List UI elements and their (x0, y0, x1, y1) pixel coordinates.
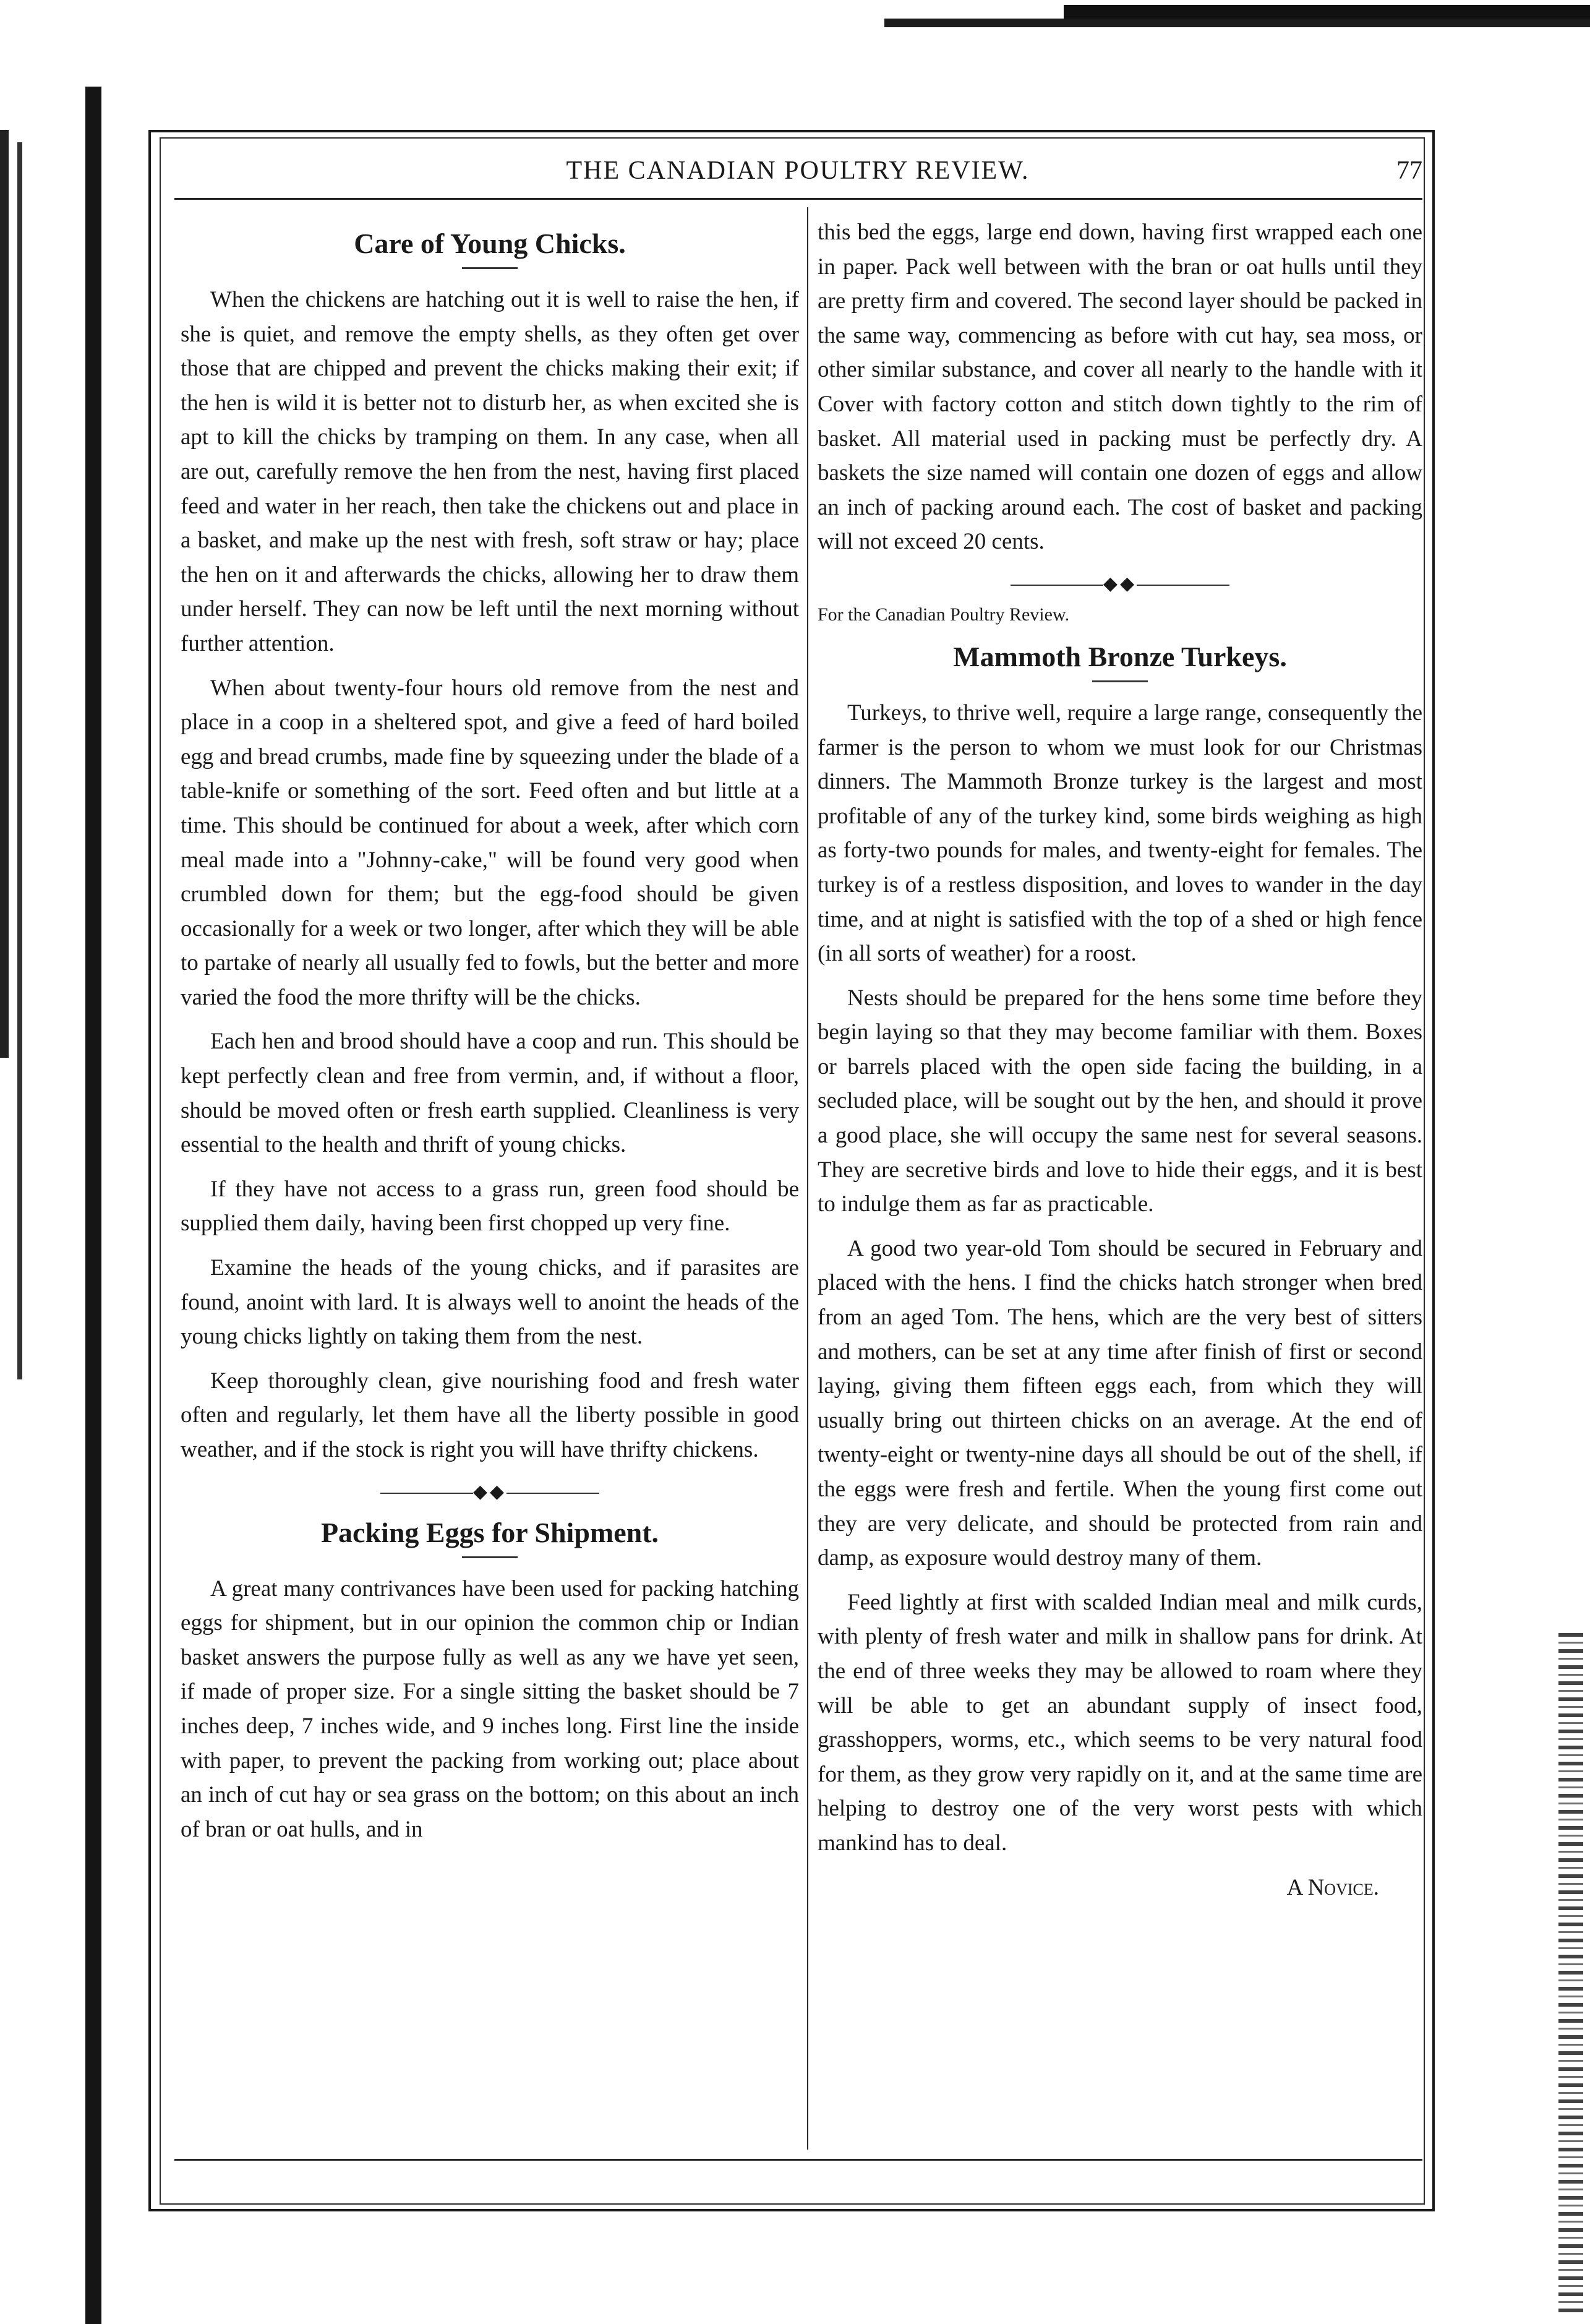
scan-binding-shadow (85, 87, 101, 2324)
title-underline (462, 1556, 518, 1558)
article-paragraph: A good two year-old Tom should be secured in February and placed with the hens. I find the chicks hatch stronger when bred from an aged Tom. The hens, which are the very best of sitters and mothers, can be set at any time after finish of first or second laying, giving them fifteen eggs each, from which they will usually bring out thirteen chicks on an average. At the end of twenty-eight or twenty-nine days all should be out of the shell, if the eggs were fresh and fertile. When the young first come out they are very delicate, and should be protected from rain and damp, as exposure would destroy many of them. (818, 1235, 1422, 1571)
article-paragraph: Each hen and brood should have a coop and run. This should be kept perfectly clean and free from vermin, and, if without a floor, should be moved often or fresh earth supplied. Cleanliness is very essential to the health and thrift of young chicks. (181, 1029, 799, 1158)
article-title-care-of-young-chicks: Care of Young Chicks. (354, 228, 626, 259)
article-credit: For the Canadian Poultry Review. (818, 604, 1070, 625)
section-ornament: ◆◆ (181, 1480, 799, 1504)
scan-edge-noise (1558, 1633, 1583, 2313)
article-signature: A Novice. (1286, 1874, 1379, 1900)
article-paragraph-continued: this bed the eggs, large end down, having first wrapped each one in paper. Pack well between with the bran or oat hulls until they are pretty firm and covered. The second layer should be packed in the same way, commencing as before with cut hay, sea moss, or other similar substance, and cover all nearly to the handle with it Cover with factory cotton and stitch down tightly to the rim of basket. All material used in packing must be perfectly dry. A baskets the size named will contain one dozen of eggs and allow an inch of packing around each. The cost of basket and packing will not exceed 20 cents. (818, 220, 1422, 555)
running-header-title: THE CANADIAN POULTRY REVIEW. (566, 157, 1030, 185)
scan-edge-mark (1064, 5, 1590, 19)
article-title-packing-eggs: Packing Eggs for Shipment. (320, 1516, 659, 1548)
article-title-mammoth-bronze-turkeys: Mammoth Bronze Turkeys. (953, 640, 1287, 672)
article-paragraph: Nests should be prepared for the hens some time before they begin laying so that they may become familiar with them. Boxes or barrels placed with the open side facing the building, in a secluded place, will be sought out by the hen, and should it prove a good place, she will occupy the same nest for several seasons. They are secretive birds and love to hide their eggs, and it is best to indulge them as far as practicable. (818, 985, 1422, 1217)
article-paragraph: A great many contrivances have been used for packing hatching eggs for shipment, but in our opinion the common chip or Indian basket answers the purpose fully as well as any we have yet seen, if made of proper size. For a single sitting the basket should be 7 inches deep, 7 inches wide, and 9 inches long. First line the inside with paper, to prevent the packing from working out; place about an inch of cut hay or sea grass on the bottom; on this about an inch of bran or oat hulls, and in (181, 1576, 799, 1842)
scan-edge-mark (884, 19, 1590, 27)
footer-rule (174, 2159, 1422, 2161)
scan-binding-shadow (17, 142, 22, 1379)
article-paragraph: If they have not access to a grass run, green food should be supplied them daily, having been first chopped up very fine. (181, 1176, 799, 1237)
page-number: 77 (1396, 157, 1422, 185)
left-column (181, 215, 799, 1856)
column-divider (807, 207, 808, 2150)
scan-binding-shadow (0, 130, 9, 1058)
article-paragraph: Keep thoroughly clean, give nourishing food and fresh water often and regularly, let them have all the liberty possible in good weather, and if the stock is right you will have thrifty chickens. (181, 1368, 799, 1462)
header-rule (174, 198, 1422, 200)
section-ornament: ◆◆ (818, 572, 1422, 596)
article-paragraph: Feed lightly at first with scalded Indian meal and milk curds, with plenty of fresh water and milk in shallow pans for drink. At the end of three weeks they may be allowed to roam where they will be able to get an abundant supply of insect food, grasshoppers, worms, etc., which seems to be very natural food for them, as they grow very rapidly on it, and at the same time are helping to destroy one of the very worst pests with which mankind has to deal. (818, 1589, 1422, 1856)
article-paragraph: When about twenty-four hours old remove from the nest and place in a coop in a sheltered spot, and give a feed of hard boiled egg and bread crumbs, made fine by squeezing under the blade of a table-knife or something of the sort. Feed often and but little at a time. This should be continued for about a week, after which corn meal made into a "Johnny-cake," will be found very good when crumbled down for them; but the egg-food should be given occasionally for a week or two longer, after which they will be able to partake of nearly all usually fed to fowls, but the better and more varied the food the more thrifty will be the chicks. (181, 675, 799, 1010)
title-underline (1092, 680, 1148, 682)
article-paragraph: Examine the heads of the young chicks, and if parasites are found, anoint with lard. It is always well to anoint the heads of the young chicks lightly on taking them from the nest. (181, 1255, 799, 1350)
right-column (818, 215, 1422, 1905)
article-paragraph: Turkeys, to thrive well, require a large range, consequently the farmer is the person to whom we must look for our Christmas dinners. The Mammoth Bronze turkey is the largest and most profitable of any of the turkey kind, some birds weighing as high as forty-two pounds for males, and twenty-eight for females. The turkey is of a restless disposition, and loves to wander in the day time, and at night is satisfied with the top of a shed or high fence (in all sorts of weather) for a roost. (818, 700, 1422, 967)
article-paragraph: When the chickens are hatching out it is well to raise the hen, if she is quiet, and remove the empty shells, as they often get over those that are chipped and prevent the chicks making their exit; if the hen is wild it is better not to disturb her, as when excited she is apt to kill the chicks by tramping on them. In any case, when all are out, carefully remove the hen from the nest, having first placed feed and water in her reach, then take the chickens out and place in a basket, and make up the nest with fresh, soft straw or hay; place the hen on it and afterwards the chicks, allowing her to draw them under herself. They can now be left until the next morning without further attention. (181, 287, 799, 656)
title-underline (462, 267, 518, 269)
